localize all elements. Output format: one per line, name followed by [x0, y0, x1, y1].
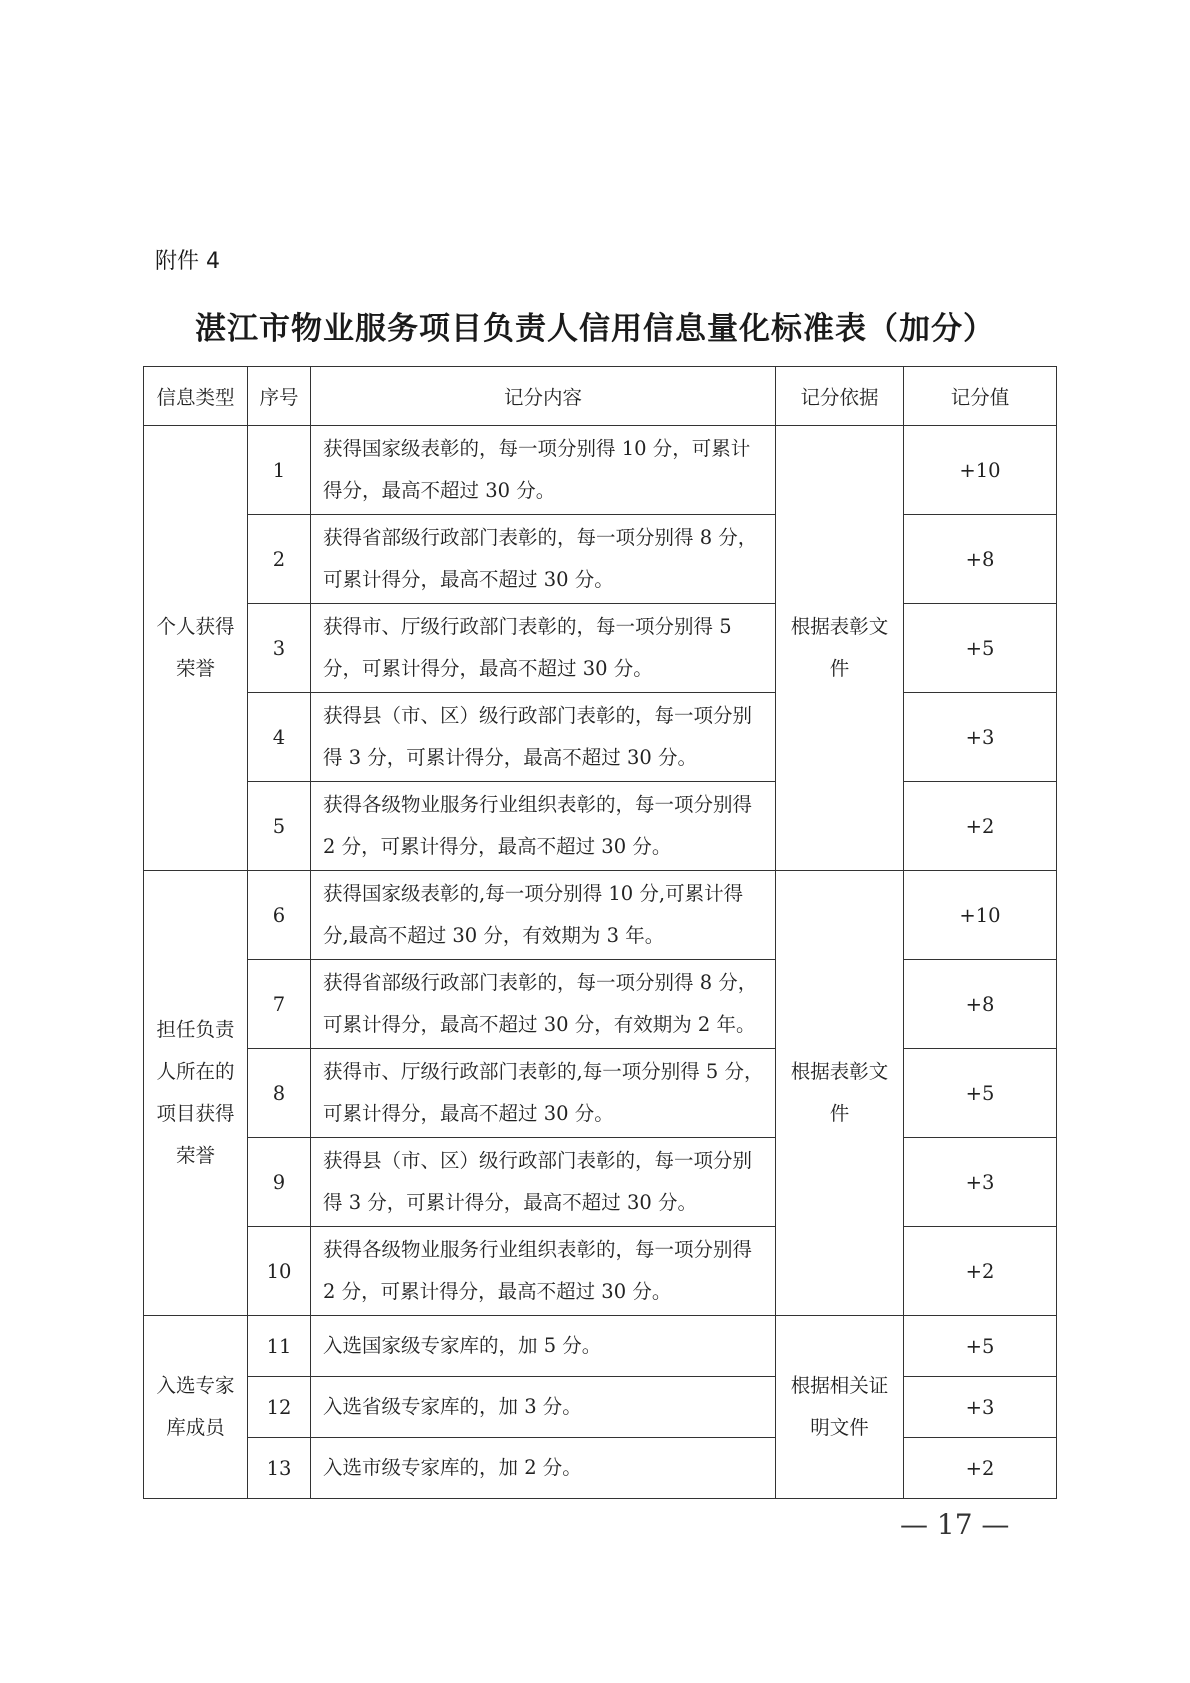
row-content: 获得国家级表彰的，每一项分别得 10 分，可累计得分，最高不超过 30 分。	[311, 426, 776, 515]
row-score: +5	[904, 1049, 1057, 1138]
row-content: 获得县（市、区）级行政部门表彰的，每一项分别得 3 分，可累计得分，最高不超过 30 分。	[311, 693, 776, 782]
row-score: +10	[904, 426, 1057, 515]
row-score: +5	[904, 1316, 1057, 1377]
table-row	[144, 515, 1057, 604]
row-score: +2	[904, 1227, 1057, 1316]
table-header-row	[144, 367, 1057, 426]
header-score: 记分值	[904, 367, 1057, 426]
header-number: 序号	[248, 367, 311, 426]
table-row	[144, 1138, 1057, 1227]
row-score: +2	[904, 782, 1057, 871]
row-number: 6	[248, 871, 311, 960]
header-content: 记分内容	[311, 367, 776, 426]
row-content: 获得各级物业服务行业组织表彰的，每一项分别得 2 分，可累计得分，最高不超过 30 分。	[311, 782, 776, 871]
row-score: +3	[904, 1138, 1057, 1227]
category-cell: 个人获得荣誉	[144, 426, 248, 871]
table-row	[144, 1316, 1057, 1377]
row-score: +3	[904, 693, 1057, 782]
row-number: 2	[248, 515, 311, 604]
row-score: +2	[904, 1438, 1057, 1499]
table-row	[144, 604, 1057, 693]
row-number: 3	[248, 604, 311, 693]
basis-cell: 根据表彰文件	[776, 426, 904, 871]
row-score: +10	[904, 871, 1057, 960]
row-number: 1	[248, 426, 311, 515]
row-content: 入选省级专家库的，加 3 分。	[311, 1377, 776, 1438]
table-row	[144, 426, 1057, 515]
table-row	[144, 1438, 1057, 1499]
row-number: 4	[248, 693, 311, 782]
row-number: 9	[248, 1138, 311, 1227]
table-row	[144, 871, 1057, 960]
row-number: 8	[248, 1049, 311, 1138]
table-row	[144, 1227, 1057, 1316]
basis-cell: 根据表彰文件	[776, 871, 904, 1316]
row-content: 获得市、厅级行政部门表彰的，每一项分别得 5 分，可累计得分，最高不超过 30 分。	[311, 604, 776, 693]
header-category: 信息类型	[144, 367, 248, 426]
row-number: 12	[248, 1377, 311, 1438]
row-number: 10	[248, 1227, 311, 1316]
table-row	[144, 1377, 1057, 1438]
row-content: 获得县（市、区）级行政部门表彰的，每一项分别得 3 分，可累计得分，最高不超过 30 分。	[311, 1138, 776, 1227]
row-score: +8	[904, 515, 1057, 604]
row-content: 入选市级专家库的，加 2 分。	[311, 1438, 776, 1499]
attachment-label: 附件 4	[155, 249, 220, 274]
table-row	[144, 782, 1057, 871]
row-content: 获得市、厅级行政部门表彰的,每一项分别得 5 分，可累计得分，最高不超过 30 分。	[311, 1049, 776, 1138]
row-number: 7	[248, 960, 311, 1049]
row-score: +8	[904, 960, 1057, 1049]
row-number: 13	[248, 1438, 311, 1499]
table-row	[144, 693, 1057, 782]
row-number: 5	[248, 782, 311, 871]
row-content: 获得国家级表彰的,每一项分别得 10 分,可累计得分,最高不超过 30 分，有效期为 3 年。	[311, 871, 776, 960]
row-content: 入选国家级专家库的，加 5 分。	[311, 1316, 776, 1377]
table-row	[144, 1049, 1057, 1138]
page-number: — 17 —	[900, 1508, 1010, 1541]
basis-cell: 根据相关证明文件	[776, 1316, 904, 1499]
category-cell: 入选专家库成员	[144, 1316, 248, 1499]
row-content: 获得省部级行政部门表彰的，每一项分别得 8 分，可累计得分，最高不超过 30 分。	[311, 515, 776, 604]
row-content: 获得省部级行政部门表彰的，每一项分别得 8 分，可累计得分，最高不超过 30 分，有效期为 2 年。	[311, 960, 776, 1049]
scoring-table	[143, 366, 1057, 1499]
row-score: +3	[904, 1377, 1057, 1438]
row-score: +5	[904, 604, 1057, 693]
table-row	[144, 960, 1057, 1049]
category-cell: 担任负责人所在的项目获得荣誉	[144, 871, 248, 1316]
document-title: 湛江市物业服务项目负责人信用信息量化标准表（加分）	[195, 311, 995, 347]
row-content: 获得各级物业服务行业组织表彰的，每一项分别得 2 分，可累计得分，最高不超过 30 分。	[311, 1227, 776, 1316]
header-basis: 记分依据	[776, 367, 904, 426]
row-number: 11	[248, 1316, 311, 1377]
